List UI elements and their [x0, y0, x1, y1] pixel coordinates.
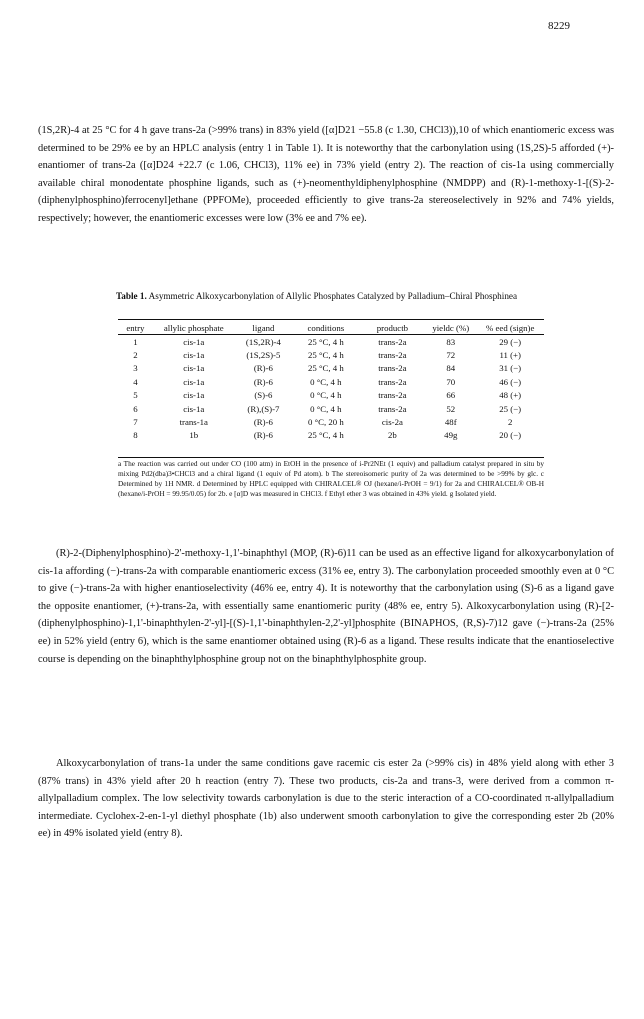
cell-conditions: 0 °C, 4 h — [310, 403, 342, 414]
cell-product: cis-2a — [381, 417, 403, 428]
cell-ee: 48 (+) — [499, 390, 522, 401]
cell-ligand: (R)-6 — [253, 363, 273, 374]
paragraph-1: (1S,2R)-4 at 25 °C for 4 h gave trans-2a (>99% trans) in 83% yield ([α]D21 −55.8 (c 1.30, CHCl3)),10 of which enantiomeric excess was determined to be 29% ee by an HPLC analysis (entry 1 in Table 1). It is noteworthy that the carbonylation using (1S,2S)-5 afforded (+)-enantiomer of trans-2a ([α]D24 +22.7 (c 1.06, CHCl3), 11% ee) in 73% yield (entry 2). The reaction of cis-1a using commercially available chiral monodentate phosphine ligands, such as (+)-neomenthyldiphenylphosphine (NMDPP) and (R)-1-methoxy-1-[(S)-2-(diphenylphosphino)ferrocenyl]ethane (PPFOMe), proceeded efficiently to give trans-2a stereoselectively in 92% and 74% yields, respectively; however, the enantiomeric excesses were low (3% ee and 7% ee). — [38, 125, 614, 224]
cell-ee: 31 (−) — [499, 363, 522, 374]
header-ligand: ligand — [252, 322, 275, 333]
cell-ee: 11 (+) — [499, 350, 521, 361]
header-product: productb — [376, 322, 409, 333]
cell-product: trans-2a — [378, 376, 407, 387]
header-ee: % eed (sign)e — [486, 322, 535, 333]
cell-product: 2b — [388, 430, 397, 441]
cell-allylic-phosphate: cis-1a — [183, 390, 205, 401]
paragraph-2: (R)-2-(Diphenylphosphino)-2'-methoxy-1,1'-binaphthyl (MOP, (R)-6)11 can be used as an effective ligand for alkoxycarbonylation of cis-1a affording (−)-trans-2a with comparable enantiomeric excess (31% ee, entry 3). The carbonylation proceeded smoothly even at 0 °C to give (−)-trans-2a with higher enantioselectivity (46% ee, entry 4). It is noteworthy that the carbonylation using (S)-6 as a ligand gave the opposite enantiomer, (+)-trans-2a, with essentially same enantiomeric purity (48% ee, entry 5). Alkoxycarbonylation using (R)-[2-(diphenylphosphino)-1,1'-binaphthylen-2'-yl]-[(S)-1,1'-binaphthylen-2,2'-yl]phosphite (BINAPHOS, (R,S)-7)12 gave (−)-trans-2a (25% ee) in 52% yield (entry 6), which is the same enantiomer obtained using (R)-6 as a ligand. These results indicate that the enantioselective course is depending on the binaphthylphosphine group not on the binaphthylphosphite group. — [38, 548, 614, 665]
table-header-row — [118, 321, 544, 334]
table-row — [118, 415, 544, 428]
cell-ligand: (1S,2S)-5 — [246, 350, 281, 361]
cell-product: trans-2a — [378, 350, 407, 361]
cell-entry: 2 — [133, 350, 138, 361]
table-row — [118, 402, 544, 415]
cell-conditions: 25 °C, 4 h — [307, 363, 344, 374]
cell-yield: 84 — [446, 363, 456, 374]
cell-product: trans-2a — [378, 390, 407, 401]
cell-allylic-phosphate: cis-1a — [183, 350, 205, 361]
cell-entry: 6 — [133, 403, 138, 414]
table-caption-text: Asymmetric Alkoxycarbonylation of Allylic Phosphates Catalyzed by Palladium–Chiral Phosphinea — [148, 291, 518, 301]
header-allylic-phosphate: allylic phosphate — [163, 322, 224, 333]
cell-allylic-phosphate: cis-1a — [183, 363, 205, 374]
cell-entry: 7 — [133, 417, 138, 428]
cell-yield: 83 — [446, 336, 456, 347]
cell-allylic-phosphate: trans-1a — [179, 417, 208, 428]
cell-entry: 1 — [133, 336, 138, 347]
cell-entry: 4 — [133, 376, 138, 387]
cell-yield: 52 — [446, 403, 456, 414]
cell-entry: 8 — [133, 430, 138, 441]
table-row — [118, 362, 544, 375]
table-row — [118, 389, 544, 402]
cell-entry: 5 — [133, 390, 138, 401]
header-yield: yieldc (%) — [432, 322, 470, 333]
cell-yield: 70 — [446, 376, 456, 387]
table-label: Table 1. — [116, 291, 147, 301]
cell-yield: 49g — [444, 430, 458, 441]
cell-product: trans-2a — [378, 336, 407, 347]
table-rule-bottom — [118, 457, 544, 458]
cell-yield: 72 — [446, 350, 456, 361]
cell-yield: 66 — [446, 390, 456, 401]
cell-allylic-phosphate: 1b — [189, 430, 199, 441]
cell-conditions: 0 °C, 20 h — [307, 417, 344, 428]
cell-conditions: 25 °C, 4 h — [307, 336, 344, 347]
table-row — [118, 334, 544, 348]
page-number: 8229 — [548, 20, 570, 32]
cell-ligand: (R),(S)-7 — [247, 403, 280, 414]
table-row — [118, 348, 544, 361]
cell-conditions: 25 °C, 4 h — [307, 430, 344, 441]
header-entry: entry — [126, 322, 145, 333]
cell-allylic-phosphate: cis-1a — [183, 403, 205, 414]
cell-product: trans-2a — [378, 403, 407, 414]
paragraph-3: Alkoxycarbonylation of trans-1a under the same conditions gave racemic cis ester 2a (>99% cis) in 48% yield along with ether 3 (87% trans) in 43% yield after 20 h reaction (entry 7). These two products, cis-2a and trans-3, were derived from a common π-allylpalladium complex. The low selectivity towards carbonylation is due to the steric interaction of a CO-coordinated π-allylpalladium intermediate. Cyclohex-2-en-1-yl diethyl phosphate (1b) also underwent smooth carbonylation to give the corresponding ester 2b (20% ee) in 49% isolated yield (entry 8). — [38, 758, 614, 840]
table-row — [118, 375, 544, 388]
cell-entry: 3 — [133, 363, 138, 374]
header-conditions: conditions — [307, 322, 345, 333]
results-table — [118, 321, 544, 442]
cell-ee: 2 — [507, 417, 513, 428]
table-row — [118, 429, 544, 442]
cell-conditions: 0 °C, 4 h — [310, 376, 342, 387]
table-rule-top — [118, 319, 544, 320]
cell-ligand: (R)-6 — [253, 417, 273, 428]
cell-conditions: 25 °C, 4 h — [307, 350, 344, 361]
cell-product: trans-2a — [378, 363, 407, 374]
cell-ee: 25 (−) — [499, 403, 522, 414]
table-caption — [116, 290, 536, 302]
cell-ee: 46 (−) — [499, 376, 522, 387]
cell-allylic-phosphate: cis-1a — [183, 336, 205, 347]
cell-conditions: 0 °C, 4 h — [310, 390, 342, 401]
cell-yield: 48f — [444, 417, 457, 428]
cell-ligand: (S)-6 — [254, 390, 273, 401]
cell-ee: 29 (−) — [499, 336, 522, 347]
cell-ligand: (1S,2R)-4 — [245, 336, 281, 347]
table-footnote: a The reaction was carried out under CO (100 atm) in EtOH in the presence of i-Pr2NEt (1 equiv) and palladium catalyst prepared in situ by mixing Pd2(dba)3•CHCl3 and a chiral ligand (1 equiv of Pd atom). b The stereoisomeric purity of 2a was determined to be >99% by glc. c Determined by 1H NMR. d Determined by HPLC equipped with CHIRALCEL® OJ (hexane/i-PrOH = 9/1) for 2a and CHIRALCEL® OB-H (hexane/i-PrOH = 99.95/0.05) for 2b. e [α]D was measured in CHCl3. f Ethyl ether 3 was obtained in 43% yield. g Isolated yield. — [118, 459, 544, 499]
cell-allylic-phosphate: cis-1a — [183, 376, 205, 387]
cell-ligand: (R)-6 — [253, 376, 273, 387]
cell-ligand: (R)-6 — [253, 430, 273, 441]
cell-ee: 20 (−) — [499, 430, 522, 441]
